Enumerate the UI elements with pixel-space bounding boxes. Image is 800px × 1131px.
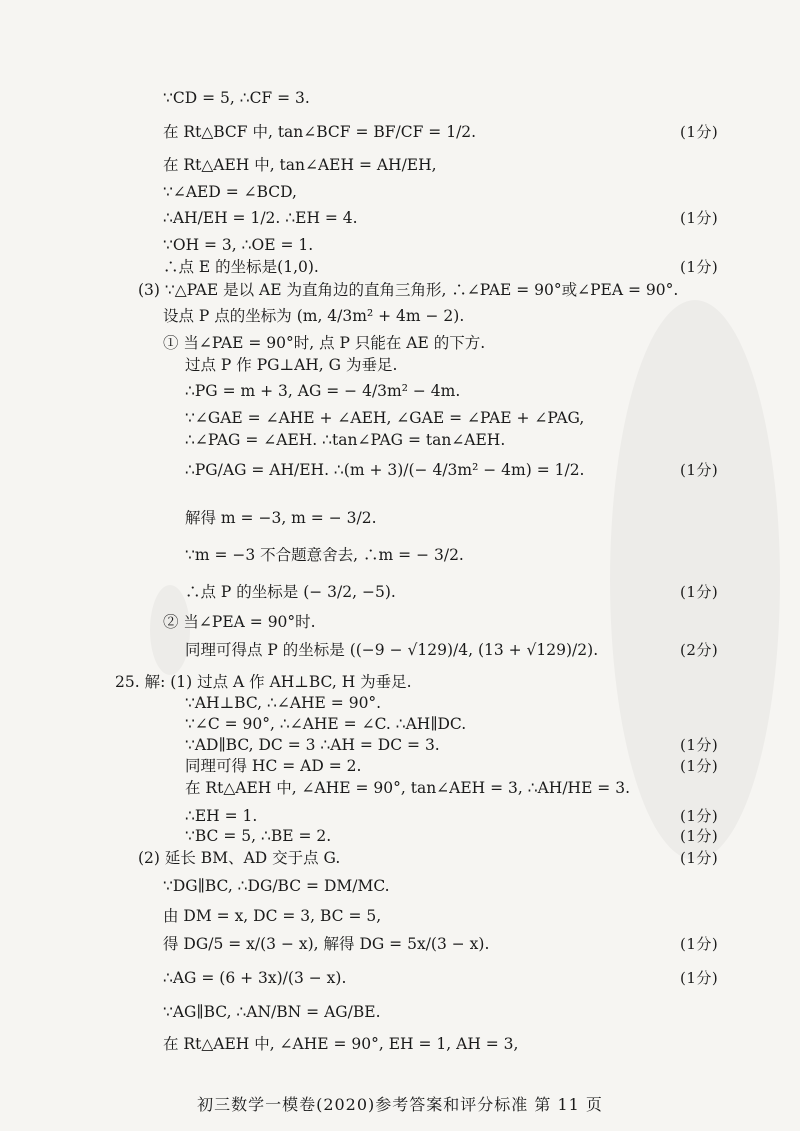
score-label: (1分) — [680, 461, 719, 479]
line-text: ∴点 E 的坐标是(1,0). — [163, 258, 319, 276]
line-text: (3) ∵△PAE 是以 AE 为直角边的直角三角形, ∴∠PAE = 90°或∠PEA = 90°. — [138, 281, 679, 299]
score-label: (1分) — [680, 827, 719, 845]
line-text: ∴∠PAG = ∠AEH. ∴tan∠PAG = tan∠AEH. — [185, 431, 506, 449]
line-text: ∵AD∥BC, DC = 3 ∴AH = DC = 3. — [185, 736, 440, 754]
line-text: ∵CD = 5, ∴CF = 3. — [163, 89, 310, 107]
score-label: (1分) — [680, 583, 719, 601]
score-label: (2分) — [680, 641, 719, 659]
score-label: (1分) — [680, 849, 719, 867]
line-text: 得 DG/5 = x/(3 − x), 解得 DG = 5x/(3 − x). — [163, 935, 490, 953]
line-text: ∵AH⊥BC, ∴∠AHE = 90°. — [185, 694, 382, 712]
score-label: (1分) — [680, 969, 719, 987]
score-label: (1分) — [680, 807, 719, 825]
line-text: ∵AG∥BC, ∴AN/BN = AG/BE. — [163, 1003, 381, 1021]
scan-smudge — [610, 300, 780, 860]
line-text: ∴PG = m + 3, AG = − 4/3m² − 4m. — [185, 382, 461, 400]
line-text: 在 Rt△AEH 中, ∠AHE = 90°, tan∠AEH = 3, ∴AH/HE = 3. — [185, 779, 631, 797]
line-text: 设点 P 点的坐标为 (m, 4/3m² + 4m − 2). — [163, 307, 465, 325]
line-text: ② 当∠PEA = 90°时. — [163, 613, 316, 631]
line-text: ∴PG/AG = AH/EH. ∴(m + 3)/(− 4/3m² − 4m) = 1/2. — [185, 461, 585, 479]
line-text: 在 Rt△AEH 中, ∠AHE = 90°, EH = 1, AH = 3, — [163, 1035, 519, 1053]
score-label: (1分) — [680, 258, 719, 276]
line-text: ∵BC = 5, ∴BE = 2. — [185, 827, 332, 845]
line-text: ∵∠GAE = ∠AHE + ∠AEH, ∠GAE = ∠PAE + ∠PAG, — [185, 409, 585, 427]
line-text: 25. 解: (1) 过点 A 作 AH⊥BC, H 为垂足. — [115, 673, 412, 691]
score-label: (1分) — [680, 123, 719, 141]
line-text: ∴EH = 1. — [185, 807, 258, 825]
line-text: ∵∠AED = ∠BCD, — [163, 183, 297, 201]
line-text: ∴AG = (6 + 3x)/(3 − x). — [163, 969, 347, 987]
line-text: 同理可得点 P 的坐标是 ((−9 − √129)/4, (13 + √129)/2). — [185, 641, 599, 659]
line-text: 在 Rt△AEH 中, tan∠AEH = AH/EH, — [163, 156, 437, 174]
line-text: ∵∠C = 90°, ∴∠AHE = ∠C. ∴AH∥DC. — [185, 715, 467, 733]
line-text: ∵DG∥BC, ∴DG/BC = DM/MC. — [163, 877, 390, 895]
score-label: (1分) — [680, 209, 719, 227]
line-text: (2) 延长 BM、AD 交于点 G. — [138, 849, 341, 867]
score-label: (1分) — [680, 757, 719, 775]
line-text: ∴AH/EH = 1/2. ∴EH = 4. — [163, 209, 358, 227]
line-text: ∵OH = 3, ∴OE = 1. — [163, 236, 314, 254]
line-text: ① 当∠PAE = 90°时, 点 P 只能在 AE 的下方. — [163, 334, 486, 352]
line-text: ∵m = −3 不合题意舍去, ∴m = − 3/2. — [185, 546, 464, 564]
line-text: 由 DM = x, DC = 3, BC = 5, — [163, 907, 382, 925]
line-text: 解得 m = −3, m = − 3/2. — [185, 509, 377, 527]
score-label: (1分) — [680, 935, 719, 953]
line-text: 同理可得 HC = AD = 2. — [185, 757, 362, 775]
page-footer: 初三数学一模卷(2020)参考答案和评分标准 第 11 页 — [197, 1095, 603, 1114]
line-text: 过点 P 作 PG⊥AH, G 为垂足. — [185, 356, 398, 374]
line-text: ∴点 P 的坐标是 (− 3/2, −5). — [185, 583, 396, 601]
score-label: (1分) — [680, 736, 719, 754]
line-text: 在 Rt△BCF 中, tan∠BCF = BF/CF = 1/2. — [163, 123, 477, 141]
